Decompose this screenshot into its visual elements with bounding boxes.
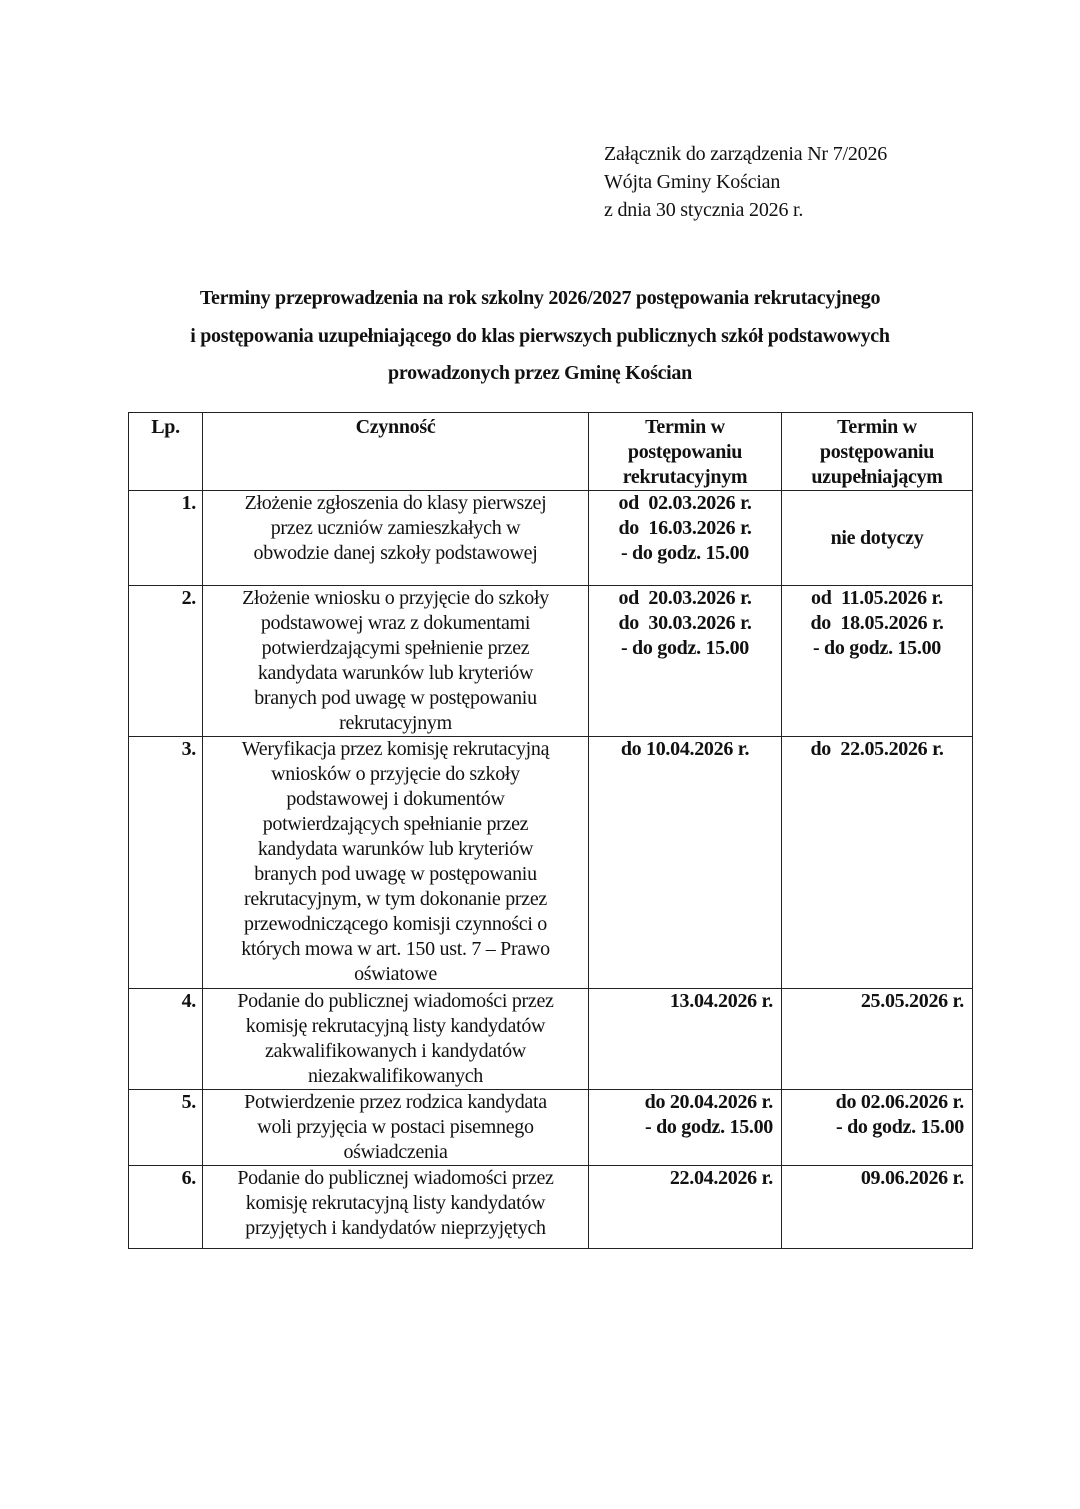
row-number: 5. <box>129 1090 203 1166</box>
annex-reference <box>604 140 887 224</box>
supplementary-date-cell: nie dotyczy <box>782 491 973 586</box>
annex-line: Załącznik do zarządzenia Nr 7/2026 <box>604 143 888 165</box>
recruitment-date-cell: do 20.04.2026 r. - do godz. 15.00 <box>589 1090 782 1166</box>
activity-cell: Złożenie zgłoszenia do klasy pierwszej przez uczniów zamieszkałych w obwodzie danej szkoły podstawowej <box>203 491 589 586</box>
supplementary-date-cell: od 11.05.2026 r. do 18.05.2026 r. - do godz. 15.00 <box>782 586 973 737</box>
supplementary-date-cell: do 22.05.2026 r. <box>782 737 973 989</box>
title-line: Terminy przeprowadzenia na rok szkolny 2026/2027 postępowania rekrutacyjnego <box>199 287 881 309</box>
recruitment-date-cell: do 10.04.2026 r. <box>589 737 782 989</box>
header-recruitment: Termin w postępowaniu rekrutacyjnym <box>589 413 782 491</box>
supplementary-date-cell: do 02.06.2026 r. - do godz. 15.00 <box>782 1090 973 1166</box>
table-row <box>129 1166 973 1249</box>
row-number: 1. <box>129 491 203 586</box>
activity-cell: Weryfikacja przez komisję rekrutacyjną wniosków o przyjęcie do szkoły podstawowej i dokumentów potwierdzających spełnianie przez kandydata warunków lub kryteriów branych pod uwagę w postępowaniu rekrutacyjnym, w tym dokonanie przez przewodniczącego komisji czynności o których mowa w art. 150 ust. 7 – Prawo oświatowe <box>203 737 589 989</box>
table-row <box>129 989 973 1090</box>
table-row <box>129 737 973 989</box>
activity-cell: Złożenie wniosku o przyjęcie do szkoły podstawowej wraz z dokumentami potwierdzającymi spełnienie przez kandydata warunków lub kryteriów branych pod uwagę w postępowaniu rekrutacyjnym <box>203 586 589 737</box>
table-row <box>129 1090 973 1166</box>
activity-cell: Potwierdzenie przez rodzica kandydata woli przyjęcia w postaci pisemnego oświadczenia <box>203 1090 589 1166</box>
annex-line: Wójta Gminy Kościan <box>604 171 781 193</box>
recruitment-date-cell: od 02.03.2026 r. do 16.03.2026 r. - do godz. 15.00 <box>589 491 782 586</box>
header-supplementary: Termin w postępowaniu uzupełniającym <box>782 413 973 491</box>
recruitment-date-cell: od 20.03.2026 r. do 30.03.2026 r. - do godz. 15.00 <box>589 586 782 737</box>
recruitment-date-cell: 13.04.2026 r. <box>589 989 782 1090</box>
table-header-row <box>129 413 973 491</box>
header-activity: Czynność <box>203 413 589 491</box>
header-lp: Lp. <box>129 413 203 491</box>
row-number: 4. <box>129 989 203 1090</box>
row-number: 6. <box>129 1166 203 1249</box>
annex-line: z dnia 30 stycznia 2026 r. <box>604 199 804 221</box>
table-row <box>129 491 973 586</box>
row-number: 3. <box>129 737 203 989</box>
supplementary-date-cell: 09.06.2026 r. <box>782 1166 973 1249</box>
title-line: prowadzonych przez Gminę Kościan <box>388 362 692 384</box>
activity-cell: Podanie do publicznej wiadomości przez komisję rekrutacyjną listy kandydatów zakwalifikowanych i kandydatów niezakwalifikowanych <box>203 989 589 1090</box>
title-line: i postępowania uzupełniającego do klas pierwszych publicznych szkół podstawowych <box>190 324 890 347</box>
table-row <box>129 586 973 737</box>
document-title <box>100 280 980 393</box>
recruitment-date-cell: 22.04.2026 r. <box>589 1166 782 1249</box>
supplementary-date-cell: 25.05.2026 r. <box>782 989 973 1090</box>
activity-cell: Podanie do publicznej wiadomości przez komisję rekrutacyjną listy kandydatów przyjętych i kandydatów nieprzyjętych <box>203 1166 589 1249</box>
schedule-table <box>128 412 973 1249</box>
row-number: 2. <box>129 586 203 737</box>
